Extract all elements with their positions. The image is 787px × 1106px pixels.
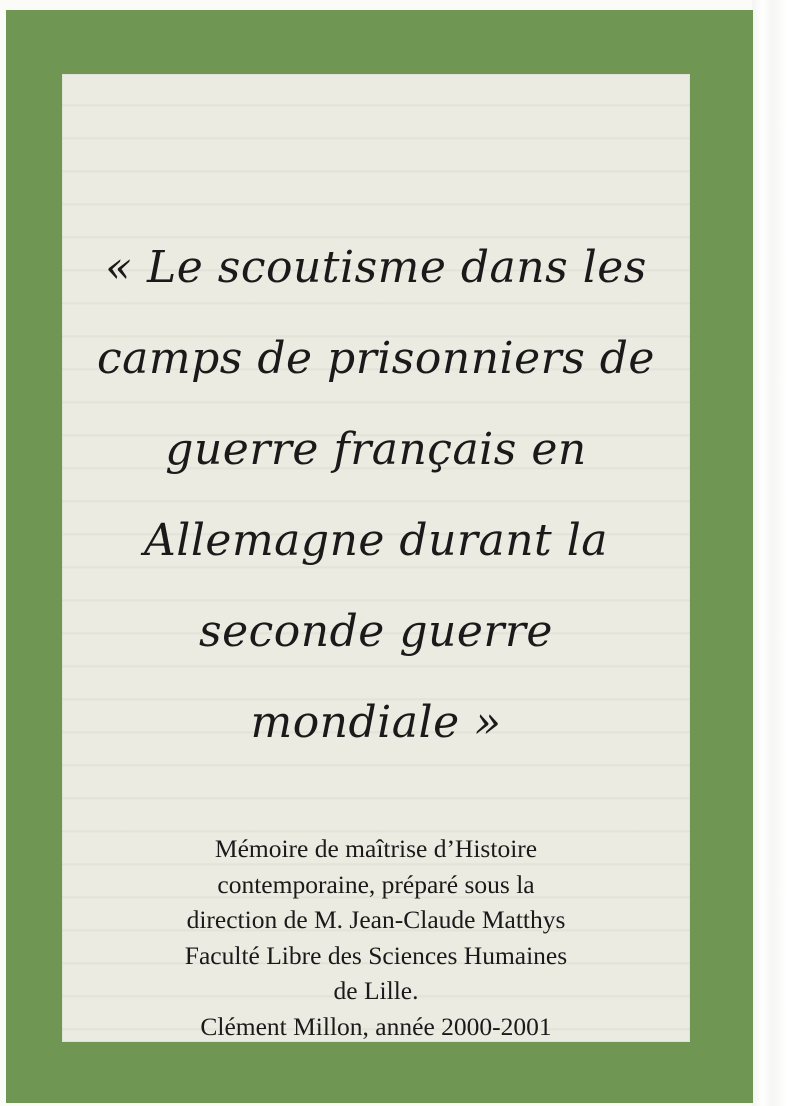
description-line: Mémoire de maîtrise d’Histoire (214, 834, 538, 863)
description-line: Faculté Libre des Sciences Humaines (184, 940, 568, 970)
title-line: seconde guerre (199, 606, 553, 657)
page-edge-strip (752, 0, 787, 1106)
thesis-title (62, 222, 690, 768)
title-line: guerre français en (165, 424, 587, 475)
thesis-description (62, 831, 690, 1044)
description-line: de Lille. (333, 976, 419, 1005)
description-line: Clément Millon, année 2000-2001 (200, 1011, 552, 1041)
description-line: contemporaine, préparé sous la (217, 869, 535, 899)
title-line: « Le scoutisme dans les (105, 242, 647, 293)
title-line: camps de prisonniers de (97, 333, 655, 384)
description-line: direction de M. Jean-Claude Matthys (186, 905, 566, 934)
title-line: Allemagne durant la (143, 515, 609, 566)
title-line: mondiale » (250, 697, 502, 748)
title-page-panel (62, 74, 690, 1042)
